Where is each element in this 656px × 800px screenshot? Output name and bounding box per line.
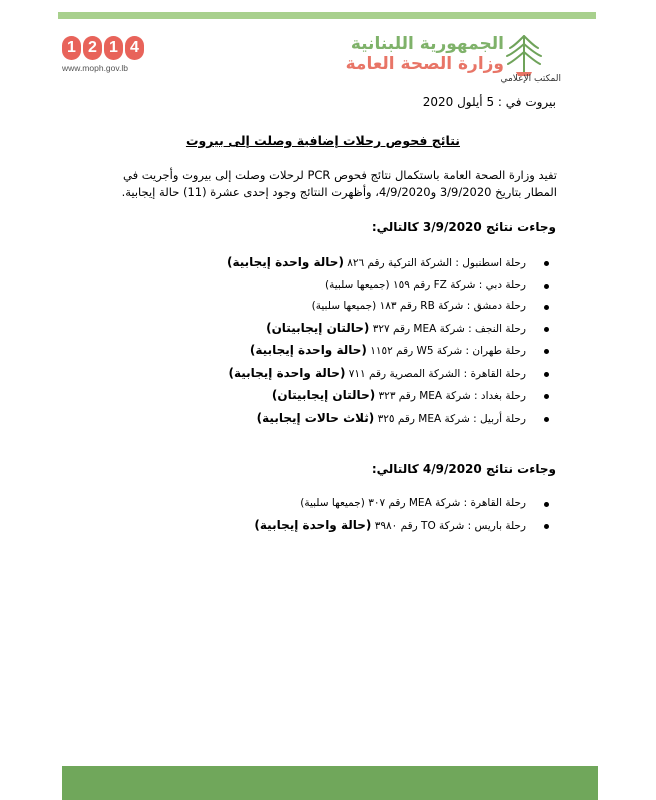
flight-description: رحلة القاهرة : شركة MEA رقم ٣٠٧: [364, 497, 526, 509]
website-url: www.moph.gov.lb: [62, 63, 128, 73]
flight-result: (حالة واحدة إيجابية): [254, 517, 372, 532]
hotline-digit: 1: [104, 36, 123, 60]
list-item: [227, 275, 556, 297]
flight-result: (جميعها سلبية): [311, 300, 377, 312]
section-heading-sep3: وجاءت نتائج 3/9/2020 كالتالي:: [371, 220, 556, 234]
flight-result: (جميعها سلبية): [300, 497, 365, 509]
flight-list-sep3: [227, 252, 556, 430]
flight-description: رحلة طهران : شركة W5 رقم ١١٥٢: [366, 345, 526, 357]
bullet-icon: [544, 394, 549, 399]
list-item: [254, 515, 556, 538]
document-date: بيروت في : 5 أيلول 2020: [422, 95, 556, 109]
list-item: [227, 363, 556, 386]
hotline-digit: 4: [125, 36, 144, 60]
media-office-label: المكتب الإعلامي: [500, 74, 561, 84]
bullet-icon: [544, 524, 549, 529]
bullet-icon: [544, 349, 549, 354]
bottom-decorative-bar: [62, 766, 598, 800]
flight-description: رحلة أربيل : شركة MEA رقم ٣٢٥: [374, 412, 526, 425]
intro-paragraph: تفيد وزارة الصحة العامة باستكمال نتائج فحوص PCR لرحلات وصلت إلى بيروت وأجريت في المطار بتاريخ 3/9/2020 و4/9/2020، وأظهرت النتائج وجود إحدى عشرة (11) حالة إيجابية.: [121, 168, 557, 199]
flight-result: (حالة واحدة إيجابية): [228, 365, 346, 380]
flight-description: رحلة القاهرة : الشركة المصرية رقم ٧١١: [345, 367, 526, 380]
list-item: [227, 318, 556, 341]
flight-result: (حالة واحدة إيجابية): [249, 343, 367, 357]
list-item: [227, 408, 556, 431]
flight-result: (جميعها سلبية): [325, 278, 390, 291]
section-heading-sep4: وجاءت نتائج 4/9/2020 كالتالي:: [371, 462, 556, 476]
flight-description: رحلة بغداد : شركة MEA رقم ٣٢٣: [375, 390, 526, 402]
list-item: [227, 252, 556, 275]
top-decorative-bar: [58, 12, 596, 19]
hotline-digit: 1: [62, 36, 81, 60]
bullet-icon: [544, 327, 549, 332]
bullet-icon: [544, 305, 549, 310]
flight-list-sep4: [254, 493, 556, 537]
hotline-number: [62, 36, 144, 62]
flight-description: رحلة باريس : شركة TO رقم ٣٩٨٠: [371, 519, 526, 532]
flight-description: رحلة دمشق : شركة RB رقم ١٨٣: [376, 300, 526, 312]
republic-name: الجمهورية اللبنانية: [350, 34, 504, 54]
list-item: [227, 340, 556, 363]
bullet-icon: [544, 284, 549, 289]
flight-result: (حالتان إيجابيتان): [271, 388, 376, 402]
cedar-logo-icon: [504, 32, 544, 78]
flight-result: (حالتان إيجابيتان): [266, 320, 370, 335]
flight-result: (ثلاث حالات إيجابية): [256, 410, 375, 425]
bullet-icon: [544, 372, 549, 377]
flight-result: (حالة واحدة إيجابية): [226, 255, 344, 269]
bullet-icon: [544, 261, 549, 266]
bullet-icon: [544, 417, 549, 422]
ministry-name: [346, 34, 504, 74]
list-item: [227, 296, 556, 318]
flight-description: رحلة دبي : شركة FZ رقم ١٥٩: [389, 278, 526, 291]
bullet-icon: [544, 502, 549, 507]
document-title: نتائج فحوص رحلات إضافية وصلت إلى بيروت: [185, 133, 460, 148]
hotline-digit: 2: [83, 36, 102, 60]
ministry-title: وزارة الصحة العامة: [345, 54, 504, 74]
flight-description: رحلة النجف : شركة MEA رقم ٣٢٧: [369, 322, 526, 335]
list-item: [227, 385, 556, 408]
flight-description: رحلة اسطنبول : الشركة التركية رقم ٨٢٦: [343, 257, 526, 269]
list-item: [254, 493, 556, 515]
